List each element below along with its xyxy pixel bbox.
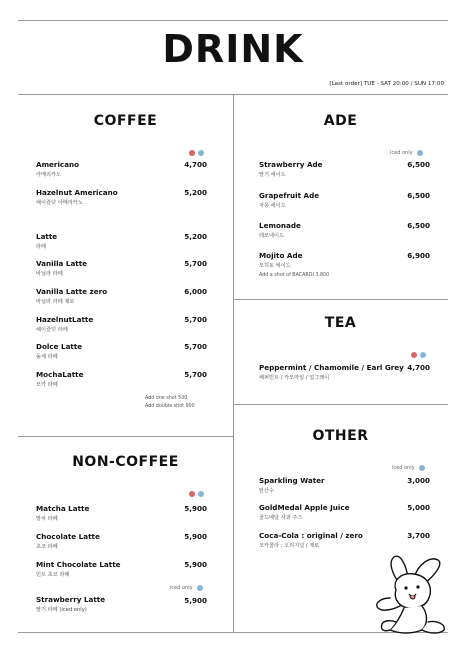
tea-title: TEA: [324, 315, 357, 331]
menu-item: [259, 191, 319, 209]
iced-only-label: iced only: [170, 585, 193, 591]
item-price: 6,900: [407, 251, 430, 260]
item-price: 6,500: [407, 191, 430, 200]
item-price: 5,200: [184, 232, 207, 241]
item-name: Mojito Ade: [259, 251, 303, 260]
menu-item: [36, 595, 105, 613]
iced-dot-icon: [417, 150, 423, 156]
item-price: 5,900: [184, 532, 207, 541]
item-korean-name: 바닐라 라떼: [36, 271, 63, 277]
iced-dot-icon: [419, 465, 425, 471]
item-price: 5,700: [184, 342, 207, 351]
item-price: 6,000: [184, 287, 207, 296]
item-korean-name: 탄산수: [259, 488, 275, 494]
item-korean-name: 페퍼민트 / 카모마일 / 얼그레이: [259, 375, 330, 381]
menu-item: [259, 363, 404, 381]
item-price: 5,700: [184, 259, 207, 268]
menu-item: [36, 232, 57, 250]
menu-item: [36, 532, 100, 550]
item-price: 6,500: [407, 221, 430, 230]
item-price: 6,500: [407, 160, 430, 169]
ade-title: ADE: [323, 113, 358, 129]
page-title: DRINK: [162, 27, 304, 71]
item-name: Vanilla Latte: [36, 259, 88, 268]
item-name: Hazelnut Americano: [36, 188, 118, 197]
item-korean-name: 아메리카노: [36, 172, 62, 178]
coffee-noncoffee-divider: [18, 436, 233, 437]
menu-item: [36, 259, 87, 277]
hot-dot-icon: [411, 352, 417, 358]
item-korean-name: 모카 라떼: [36, 382, 58, 388]
item-name: Latte: [36, 232, 58, 241]
menu-item: [36, 342, 82, 360]
item-name: Strawberry Latte: [36, 595, 106, 604]
item-price: 3,700: [407, 531, 430, 540]
menu-item: [36, 160, 79, 178]
top-rule: [18, 20, 448, 21]
item-korean-name: 바닐라 라떼 제로: [36, 299, 75, 305]
item-korean-name: 초코 라떼: [36, 544, 58, 550]
item-price: 3,000: [407, 476, 430, 485]
item-name: Grapefruit Ade: [259, 191, 320, 200]
item-name: Coca-Cola : original / zero: [259, 531, 363, 540]
item-name: Chocolate Latte: [36, 532, 100, 541]
menu-item: [36, 370, 84, 388]
item-name: Mint Chocolate Latte: [36, 560, 121, 569]
item-korean-name: 골드메달 사과 주스: [259, 515, 303, 521]
item-price: 4,700: [407, 363, 430, 372]
item-price: 5,000: [407, 503, 430, 512]
item-name: GoldMedal Apple Juice: [259, 503, 350, 512]
iced-dot-icon: [197, 585, 203, 591]
menu-item: [259, 221, 301, 239]
hot-iced-dots: [186, 150, 204, 156]
menu-item: [259, 503, 350, 521]
item-korean-name: 레모네이드: [259, 233, 285, 239]
item-name: Vanilla Latte zero: [36, 287, 108, 296]
other-title: OTHER: [312, 428, 369, 444]
noncoffee-title: NON-COFFEE: [72, 454, 179, 470]
menu-item: [259, 251, 302, 269]
item-price: 5,900: [184, 504, 207, 513]
item-name: Dolce Latte: [36, 342, 83, 351]
item-price: 4,700: [184, 160, 207, 169]
item-korean-name: 코카콜라 : 오리지널 / 제로: [259, 543, 320, 549]
item-name: Matcha Latte: [36, 504, 90, 513]
menu-item: [36, 287, 107, 305]
item-name: Lemonade: [259, 221, 301, 230]
item-korean-name: 라떼: [36, 244, 47, 250]
item-korean-name: 딸기 라떼 (iced only): [36, 607, 87, 613]
menu-item: [36, 188, 118, 206]
ade-tea-divider: [233, 299, 448, 300]
hot-dot-icon: [189, 150, 195, 156]
item-korean-name: 민트 초코 라떼: [36, 572, 70, 578]
bacardi-note: Add a shot of BACARDI 3,800: [259, 273, 330, 278]
item-price: 5,900: [184, 560, 207, 569]
item-korean-name: 말차 라떼: [36, 516, 58, 522]
add-shot-note: Add one shot 500: [145, 396, 188, 401]
iced-only-marker: [392, 465, 425, 471]
item-price: 5,900: [184, 596, 207, 605]
coffee-title: COFFEE: [93, 113, 158, 129]
item-name: Strawberry Ade: [259, 160, 323, 169]
menu-item: [259, 531, 363, 549]
hot-dot-icon: [189, 491, 195, 497]
item-name: Americano: [36, 160, 80, 169]
last-order-hours: [Last order] TUE - SAT 20:00 / SUN 17:00: [329, 81, 444, 87]
item-price: 5,200: [184, 188, 207, 197]
iced-only-marker: [390, 150, 423, 156]
item-korean-name: 헤이즐넛 아메리카노: [36, 200, 83, 206]
menu-item: [36, 315, 93, 333]
iced-only-label: iced only: [392, 465, 415, 471]
item-name: Sparkling Water: [259, 476, 325, 485]
column-divider: [233, 94, 234, 632]
item-korean-name: 헤이즐넛 라떼: [36, 327, 68, 333]
item-price: 5,700: [184, 315, 207, 324]
iced-dot-icon: [198, 150, 204, 156]
item-korean-name: 자몽 에이드: [259, 203, 286, 209]
iced-dot-icon: [420, 352, 426, 358]
menu-item: [36, 560, 121, 578]
add-double-shot-note: Add double shot 900: [145, 404, 195, 409]
menu-item: [259, 160, 323, 178]
rabbit-illustration-icon: [370, 554, 450, 636]
iced-dot-icon: [198, 491, 204, 497]
hot-iced-dots: [186, 491, 204, 497]
item-price: 5,700: [184, 370, 207, 379]
item-korean-name: 돌체 라떼: [36, 354, 58, 360]
menu-item: [36, 504, 89, 522]
item-name: HazelnutLatte: [36, 315, 94, 324]
hot-iced-dots: [408, 352, 426, 358]
item-name: MochaLatte: [36, 370, 84, 379]
iced-only-marker: [170, 585, 203, 591]
item-korean-name: 딸기 에이드: [259, 172, 286, 178]
menu-item: [259, 476, 325, 494]
iced-only-label: iced only: [390, 150, 413, 156]
tea-other-divider: [233, 404, 448, 405]
item-korean-name: 모히토 에이드: [259, 263, 291, 269]
item-name: Peppermint / Chamomile / Earl Grey: [259, 363, 404, 372]
